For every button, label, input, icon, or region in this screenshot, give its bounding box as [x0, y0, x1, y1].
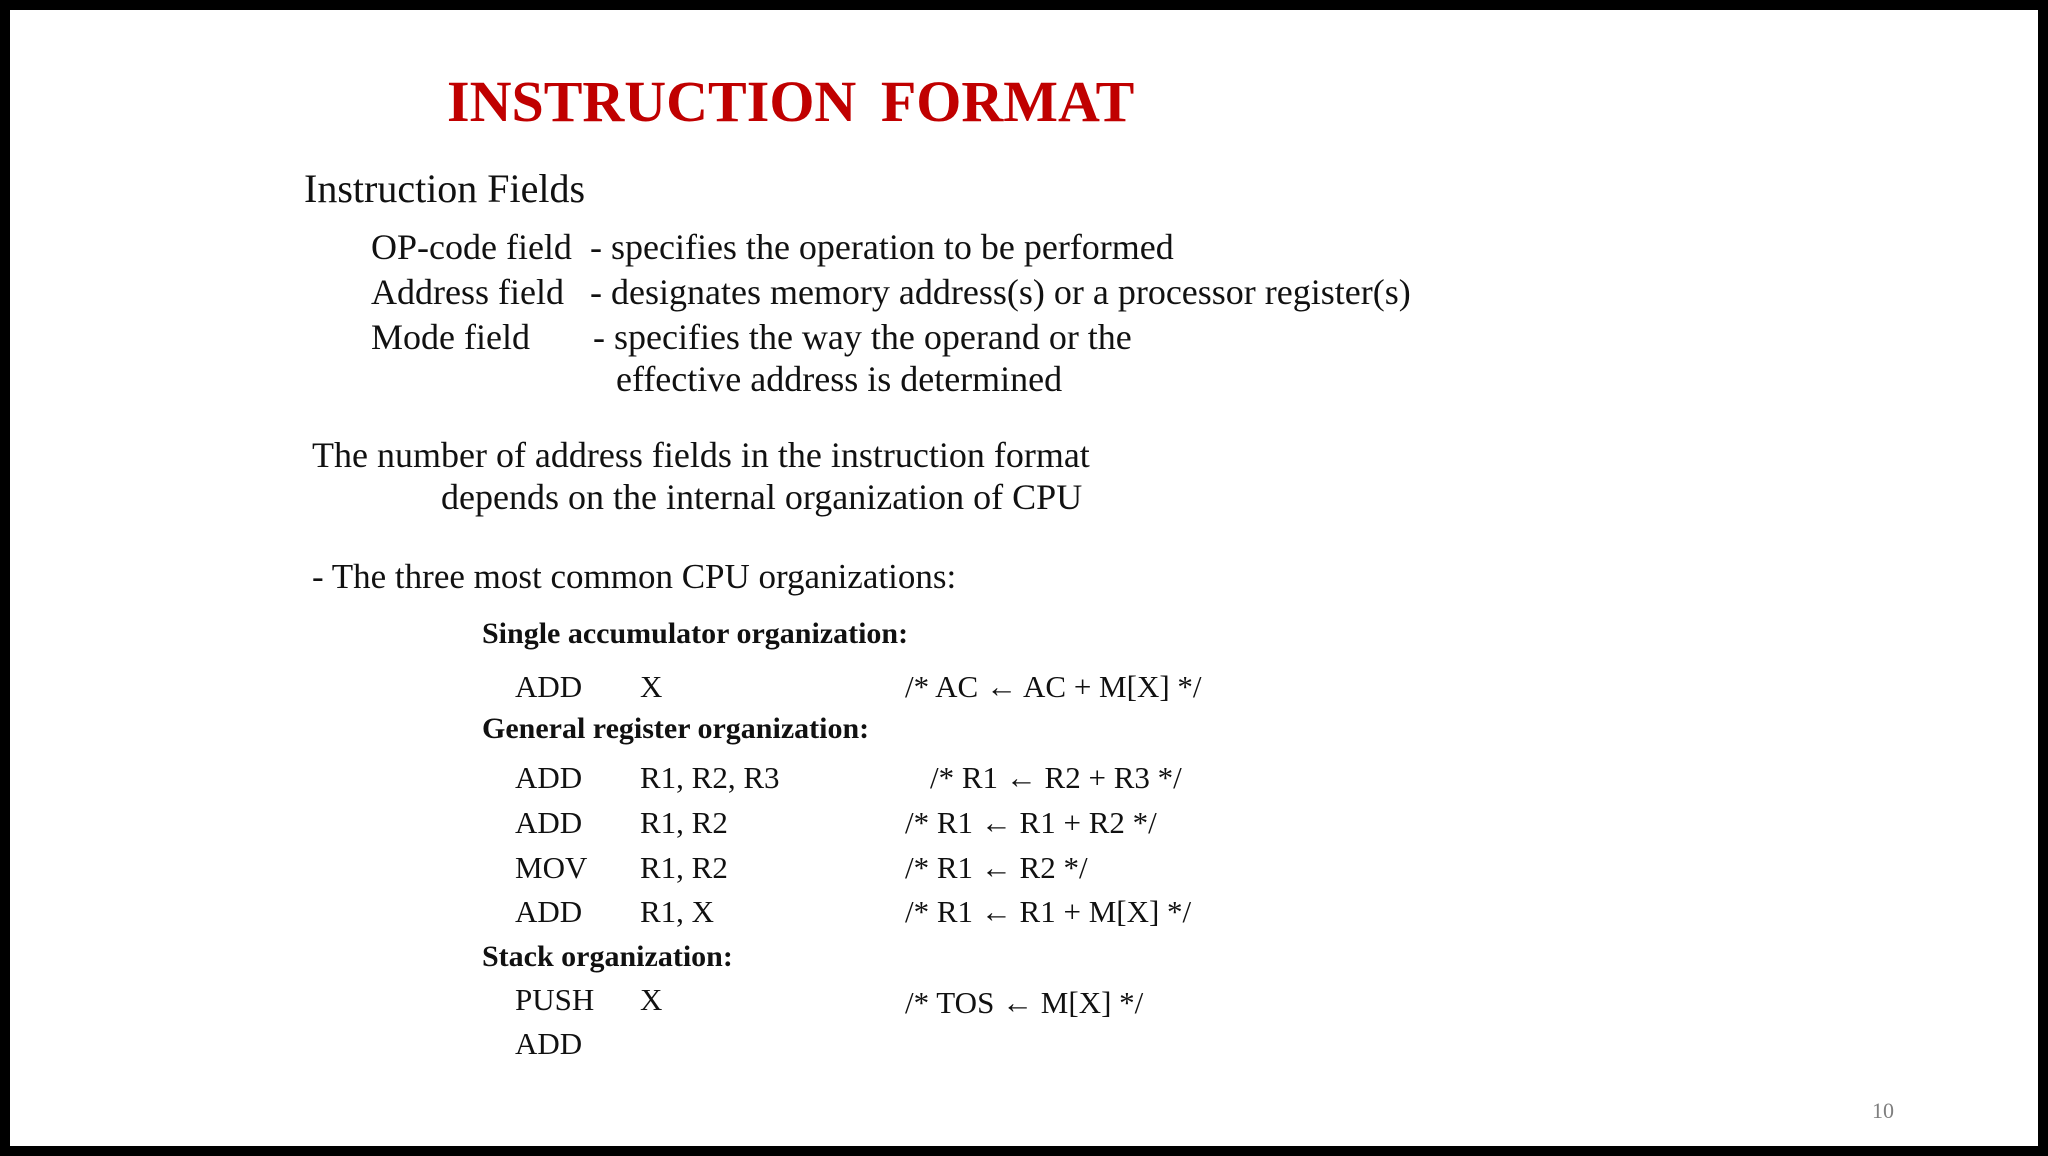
instr-comment: /* R1 ← R2 + R3 */	[930, 760, 1182, 795]
instr-op: MOV	[515, 850, 588, 885]
slide	[10, 10, 2038, 1146]
field-name-opcode: OP-code field	[371, 227, 572, 267]
instr-op: ADD	[515, 760, 583, 795]
instr-op: ADD	[515, 1026, 583, 1061]
instr-comment: /* TOS ← M[X] */	[905, 985, 1144, 1020]
org-heading-stack: Stack organization:	[482, 940, 733, 973]
field-name-address: Address field	[371, 272, 564, 312]
instr-operands: R1, X	[640, 894, 715, 929]
instr-operands: R1, R2	[640, 805, 728, 840]
org-heading-accumulator: Single accumulator organization:	[482, 617, 909, 650]
instr-op: ADD	[515, 669, 583, 704]
field-desc-opcode: - specifies the operation to be performed	[590, 227, 1174, 267]
address-note-line2: depends on the internal organization of CPU	[441, 477, 1083, 517]
instr-comment: /* R1 ← R1 + R2 */	[905, 805, 1157, 840]
field-desc-address: - designates memory address(s) or a processor register(s)	[590, 272, 1411, 312]
instr-op: ADD	[515, 894, 583, 929]
instr-comment: /* AC ← AC + M[X] */	[905, 669, 1202, 704]
field-desc-mode-cont: effective address is determined	[616, 359, 1063, 399]
page-number: 10	[1872, 1098, 1894, 1123]
instr-operands: R1, R2, R3	[640, 760, 780, 795]
field-name-mode: Mode field	[371, 317, 530, 357]
address-note-line1: The number of address fields in the instruction format	[312, 435, 1090, 475]
instr-comment: /* R1 ← R1 + M[X] */	[905, 894, 1192, 929]
instr-comment: /* R1 ← R2 */	[905, 850, 1088, 885]
orgs-heading: - The three most common CPU organizations:	[312, 557, 957, 596]
org-heading-general-register: General register organization:	[482, 712, 870, 745]
field-desc-mode: - specifies the way the operand or the	[593, 317, 1132, 357]
instr-op: PUSH	[515, 982, 595, 1017]
slide-title: INSTRUCTION FORMAT	[447, 69, 1135, 134]
instr-operands: X	[640, 669, 663, 704]
instr-operands: X	[640, 982, 663, 1017]
instr-op: ADD	[515, 805, 583, 840]
instr-operands: R1, R2	[640, 850, 728, 885]
fields-heading: Instruction Fields	[304, 166, 586, 211]
